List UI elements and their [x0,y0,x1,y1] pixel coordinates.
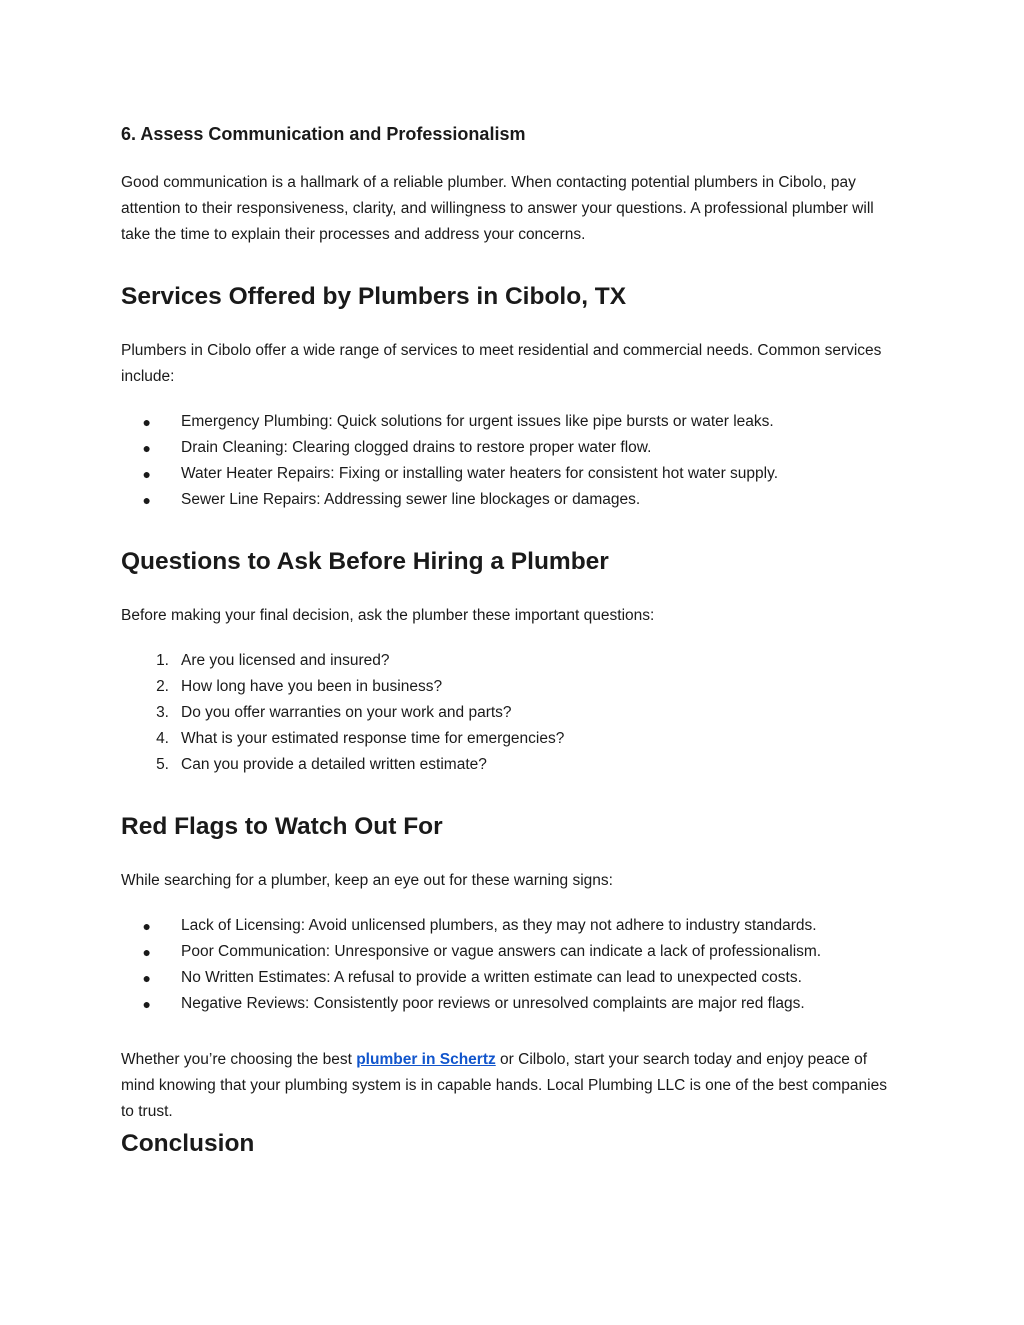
list-item-text: Poor Communication: Unresponsive or vague answers can indicate a lack of professionalism. [181,943,822,960]
bullet-icon: ● [142,918,151,934]
closing-text-end: or Cilbolo, start your search today and enjoy peace of mind knowing that your plumbing system is in capable hands. Local Plumbing LLC is one of the best companies to trust. [121,1051,887,1120]
list-item-text: How long have you been in business? [181,678,443,695]
list-number: 3. [156,704,169,721]
plumber-in-schertz-link[interactable]: plumber in Schertz [356,1051,496,1068]
bullet-icon: ● [142,414,151,430]
services-intro: Plumbers in Cibolo offer a wide range of services to meet residential and commercial needs. Common services include: [121,342,882,385]
list-item [121,674,901,700]
bullet-icon: ● [142,466,151,482]
list-item-text: Negative Reviews: Consistently poor reviews or unresolved complaints are major red flags. [181,995,805,1012]
list-item [121,700,901,726]
list-item-text: Lack of Licensing: Avoid unlicensed plumbers, as they may not adhere to industry standards. [181,917,817,934]
bullet-icon: ● [142,492,151,508]
section-heading-communication: 6. Assess Communication and Professionalism [121,124,526,144]
questions-intro: Before making your final decision, ask the plumber these important questions: [121,607,655,624]
bullet-icon: ● [142,970,151,986]
list-item-text: Emergency Plumbing: Quick solutions for urgent issues like pipe bursts or water leaks. [181,413,774,430]
bullet-icon: ● [142,996,151,1012]
list-item-text: No Written Estimates: A refusal to provide a written estimate can lead to unexpected costs. [181,969,802,986]
list-item [121,648,901,674]
list-item-text: Can you provide a detailed written estimate? [181,756,487,773]
list-item [121,726,901,752]
list-item-text: Do you offer warranties on your work and parts? [181,704,512,721]
services-heading: Services Offered by Plumbers in Cibolo, TX [121,283,627,310]
list-item-text: Drain Cleaning: Clearing clogged drains to restore proper water flow. [181,439,652,456]
red-flags-intro: While searching for a plumber, keep an eye out for these warning signs: [121,872,613,889]
list-item [121,487,901,513]
list-item [121,435,901,461]
list-item [121,409,901,435]
list-item-text: What is your estimated response time for emergencies? [181,730,565,747]
list-item [121,939,901,965]
questions-heading: Questions to Ask Before Hiring a Plumber [121,548,609,575]
communication-paragraph: Good communication is a hallmark of a reliable plumber. When contacting potential plumbers in Cibolo, pay attention to their responsiveness, clarity, and willingness to answer your questions. A professional plumber will take the time to explain their processes and address your concerns. [121,174,874,243]
bullet-icon: ● [142,944,151,960]
conclusion-heading: Conclusion [121,1130,255,1157]
services-list [121,409,901,513]
list-item [121,991,901,1017]
list-item [121,913,901,939]
list-number: 5. [156,756,169,773]
list-item-text: Sewer Line Repairs: Addressing sewer line blockages or damages. [181,491,641,508]
red-flags-list [121,913,901,1017]
list-number: 4. [156,730,169,747]
list-number: 1. [156,652,169,669]
closing-paragraph [121,1047,901,1125]
list-item [121,461,901,487]
red-flags-heading: Red Flags to Watch Out For [121,813,443,840]
list-item-text: Are you licensed and insured? [181,652,390,669]
list-number: 2. [156,678,169,695]
list-item [121,752,901,778]
list-item [121,965,901,991]
closing-text-start: Whether you’re choosing the best [121,1051,357,1068]
questions-list [121,648,901,778]
list-item-text: Water Heater Repairs: Fixing or installing water heaters for consistent hot water supply. [181,465,779,482]
bullet-icon: ● [142,440,151,456]
